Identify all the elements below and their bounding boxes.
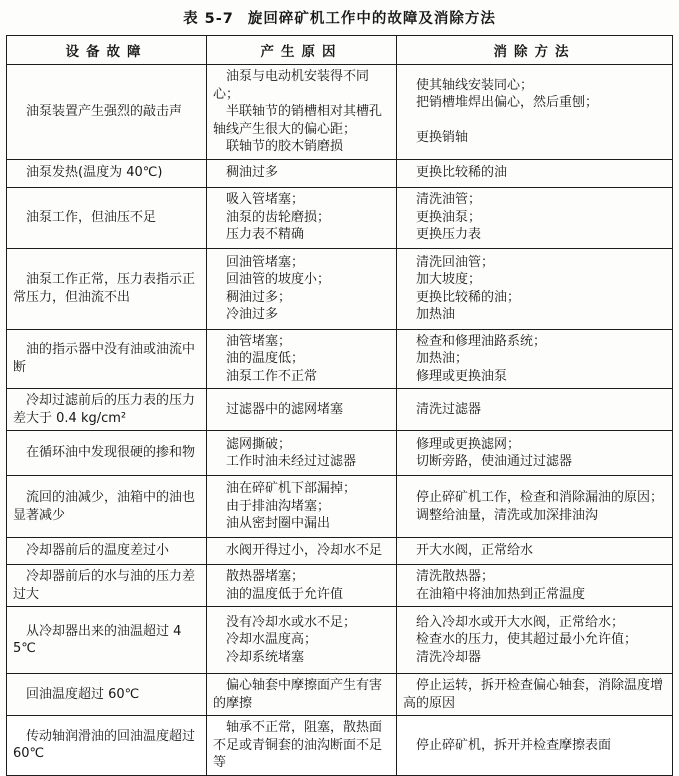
cause-cell xyxy=(207,248,397,329)
method-text: 更换比较稀的油 xyxy=(416,165,508,181)
method-text: 调整给油量，清洗或加深排油沟 xyxy=(416,507,599,523)
cause-text: 压力表不精确 xyxy=(226,227,305,243)
cause-text: 油在碎矿机下部漏掉； xyxy=(226,481,357,497)
method-text: 开大水阀，正常给水 xyxy=(416,543,534,559)
method-cell xyxy=(397,607,673,674)
method-text xyxy=(403,112,666,130)
cause-cell xyxy=(207,716,397,776)
fault-text: 冷却器前后的温度差过小 xyxy=(26,543,170,559)
method-cell xyxy=(397,159,673,187)
method-cell xyxy=(397,674,673,716)
table-row xyxy=(7,538,673,565)
method-text: 更换油泵； xyxy=(416,209,482,225)
header-cause: 产生原因 xyxy=(207,36,397,65)
cause-text: 油泵与电动机安装得不同心； xyxy=(213,69,370,102)
cause-text: 冷却水温度高； xyxy=(226,632,318,648)
table-row xyxy=(7,389,673,431)
cause-text: 吸入管堵塞； xyxy=(226,192,305,208)
method-text: 检查水的压力，使其超过最小允许值； xyxy=(416,632,638,648)
fault-text: 冷却过滤前后的压力表的压力差大于 0.4 kg/cm² xyxy=(13,393,196,426)
fault-cell xyxy=(7,674,207,716)
method-text: 修理或更换滤网； xyxy=(416,436,521,452)
cause-text: 油管堵塞； xyxy=(226,333,292,349)
cause-text: 油泵工作不正常 xyxy=(226,368,318,384)
method-cell xyxy=(397,538,673,565)
table-row xyxy=(7,674,673,716)
fault-text: 在循环油中发现很硬的掺和物 xyxy=(26,445,196,461)
table-row xyxy=(7,65,673,160)
fault-cell xyxy=(7,187,207,248)
method-text: 把销槽堆焊出偏心，然后重刨； xyxy=(416,95,599,111)
method-text: 切断旁路，使油通过过滤器 xyxy=(416,454,573,469)
cause-text: 水阀开得过小，冷却水不足 xyxy=(226,543,383,559)
cause-text: 回油管的坡度小； xyxy=(226,272,331,287)
method-text: 使其轴线安装同心； xyxy=(416,77,534,93)
cause-text: 冷却系统堵塞 xyxy=(226,649,305,665)
cause-cell xyxy=(207,389,397,431)
fault-text: 油泵发热(温度为 40℃) xyxy=(26,165,163,181)
header-method: 消除方法 xyxy=(397,36,673,65)
method-text: 更换压力表 xyxy=(416,227,482,243)
method-text: 修理或更换油泵 xyxy=(416,368,508,384)
method-text: 检查和修理油路系统； xyxy=(416,333,547,349)
method-text: 更换比较稀的油； xyxy=(416,289,521,305)
fault-cell xyxy=(7,565,207,607)
method-cell xyxy=(397,431,673,476)
cause-cell xyxy=(207,431,397,476)
cause-text: 回油管堵塞； xyxy=(226,254,305,270)
cause-cell xyxy=(207,65,397,160)
table-caption: 旋回碎矿机工作中的故障及消除方法 xyxy=(247,11,496,27)
table-row xyxy=(7,159,673,187)
cause-cell xyxy=(207,538,397,565)
cause-text: 半联轴节的销槽相对其槽孔轴线产生很大的偏心距； xyxy=(213,104,383,137)
fault-text: 冷却器前后的水与油的压力差过大 xyxy=(13,569,196,602)
fault-text: 油的指示器中没有油或油流中断 xyxy=(13,342,196,375)
method-text: 加大坡度； xyxy=(416,272,482,287)
cause-text: 工作时油未经过过滤器 xyxy=(226,454,357,469)
method-text: 清洗散热器； xyxy=(416,569,495,584)
fault-text: 油泵工作正常，压力表指示正常压力，但油流不出 xyxy=(13,272,196,305)
method-cell xyxy=(397,565,673,607)
cause-cell xyxy=(207,476,397,538)
fault-text: 传动轴润滑油的回油温度超过 60℃ xyxy=(13,728,196,762)
table-number: 表 5-7 xyxy=(183,11,234,27)
method-text: 在油箱中将油加热到正常温度 xyxy=(416,586,586,602)
cause-text: 油的温度低于允许值 xyxy=(226,586,344,602)
fault-cell xyxy=(7,389,207,431)
cause-cell xyxy=(207,187,397,248)
method-text: 停止碎矿机，拆开并检查摩擦表面 xyxy=(416,737,612,753)
table-header xyxy=(7,36,673,65)
method-text: 清洗油管； xyxy=(416,192,482,208)
cause-cell xyxy=(207,607,397,674)
method-cell xyxy=(397,389,673,431)
cause-text: 偏心轴套中摩擦面产生有害的摩擦 xyxy=(213,678,383,711)
method-text: 加热油； xyxy=(416,351,469,366)
method-cell xyxy=(397,187,673,248)
table-row xyxy=(7,187,673,248)
fault-text: 油泵装置产生强烈的敲击声 xyxy=(26,104,183,119)
table-row xyxy=(7,607,673,674)
table-row xyxy=(7,431,673,476)
fault-cell xyxy=(7,248,207,329)
cause-text: 冷油过多 xyxy=(226,307,279,322)
cause-text: 过滤器中的滤网堵塞 xyxy=(226,401,344,417)
table-row xyxy=(7,329,673,389)
method-text: 更换销轴 xyxy=(416,130,469,146)
cause-text: 滤网撕破； xyxy=(226,436,292,452)
cause-text: 联轴节的胶木销磨损 xyxy=(226,139,344,154)
fault-cell xyxy=(7,476,207,538)
method-cell xyxy=(397,476,673,538)
table-row xyxy=(7,248,673,329)
fault-cell xyxy=(7,159,207,187)
cause-text: 散热器堵塞； xyxy=(226,569,305,584)
cause-text: 由于排油沟堵塞； xyxy=(226,498,331,514)
fault-cell xyxy=(7,431,207,476)
method-cell xyxy=(397,716,673,776)
method-text: 停止运转，拆开检查偏心轴套，消除温度增高的原因 xyxy=(403,678,664,711)
cause-text: 油从密封圈中漏出 xyxy=(226,516,331,532)
cause-cell xyxy=(207,565,397,607)
cause-cell xyxy=(207,674,397,716)
header-row xyxy=(7,36,673,65)
cause-text: 轴承不正常，阻塞，散热面不足或青铜套的油沟断面不足等 xyxy=(213,720,383,770)
table-row xyxy=(7,476,673,538)
method-cell xyxy=(397,329,673,389)
method-text: 清洗回油管； xyxy=(416,254,495,270)
cause-text: 油泵的齿轮磨损； xyxy=(226,209,331,225)
header-fault: 设备故障 xyxy=(7,36,207,65)
method-cell xyxy=(397,248,673,329)
fault-text: 油泵工作，但油压不足 xyxy=(26,209,157,225)
table-body xyxy=(7,65,673,776)
method-text: 停止碎矿机工作，检查和消除漏油的原因； xyxy=(416,490,664,505)
fault-text: 流回的油减少，油箱中的油也显著减少 xyxy=(13,490,196,523)
cause-text: 油的温度低； xyxy=(226,351,305,366)
cause-cell xyxy=(207,329,397,389)
method-text: 清洗冷却器 xyxy=(416,649,482,665)
cause-cell xyxy=(207,159,397,187)
cause-text: 稠油过多； xyxy=(226,289,292,305)
table-row xyxy=(7,565,673,607)
fault-cell xyxy=(7,65,207,160)
cause-text: 稠油过多 xyxy=(226,165,279,181)
table-title xyxy=(0,7,679,28)
method-text: 给入冷却水或开大水阀，正常给水； xyxy=(416,614,625,630)
method-text: 加热油 xyxy=(416,307,456,322)
fault-cell xyxy=(7,329,207,389)
method-text: 清洗过滤器 xyxy=(416,401,482,417)
fault-text: 从冷却器出来的油温超过 45℃ xyxy=(13,623,182,656)
fault-cell xyxy=(7,607,207,674)
fault-table xyxy=(6,35,673,776)
fault-text: 回油温度超过 60℃ xyxy=(26,686,140,702)
fault-cell xyxy=(7,538,207,565)
cause-text: 没有冷却水或水不足； xyxy=(226,614,357,630)
fault-cell xyxy=(7,716,207,776)
table-row xyxy=(7,716,673,776)
method-cell xyxy=(397,65,673,160)
